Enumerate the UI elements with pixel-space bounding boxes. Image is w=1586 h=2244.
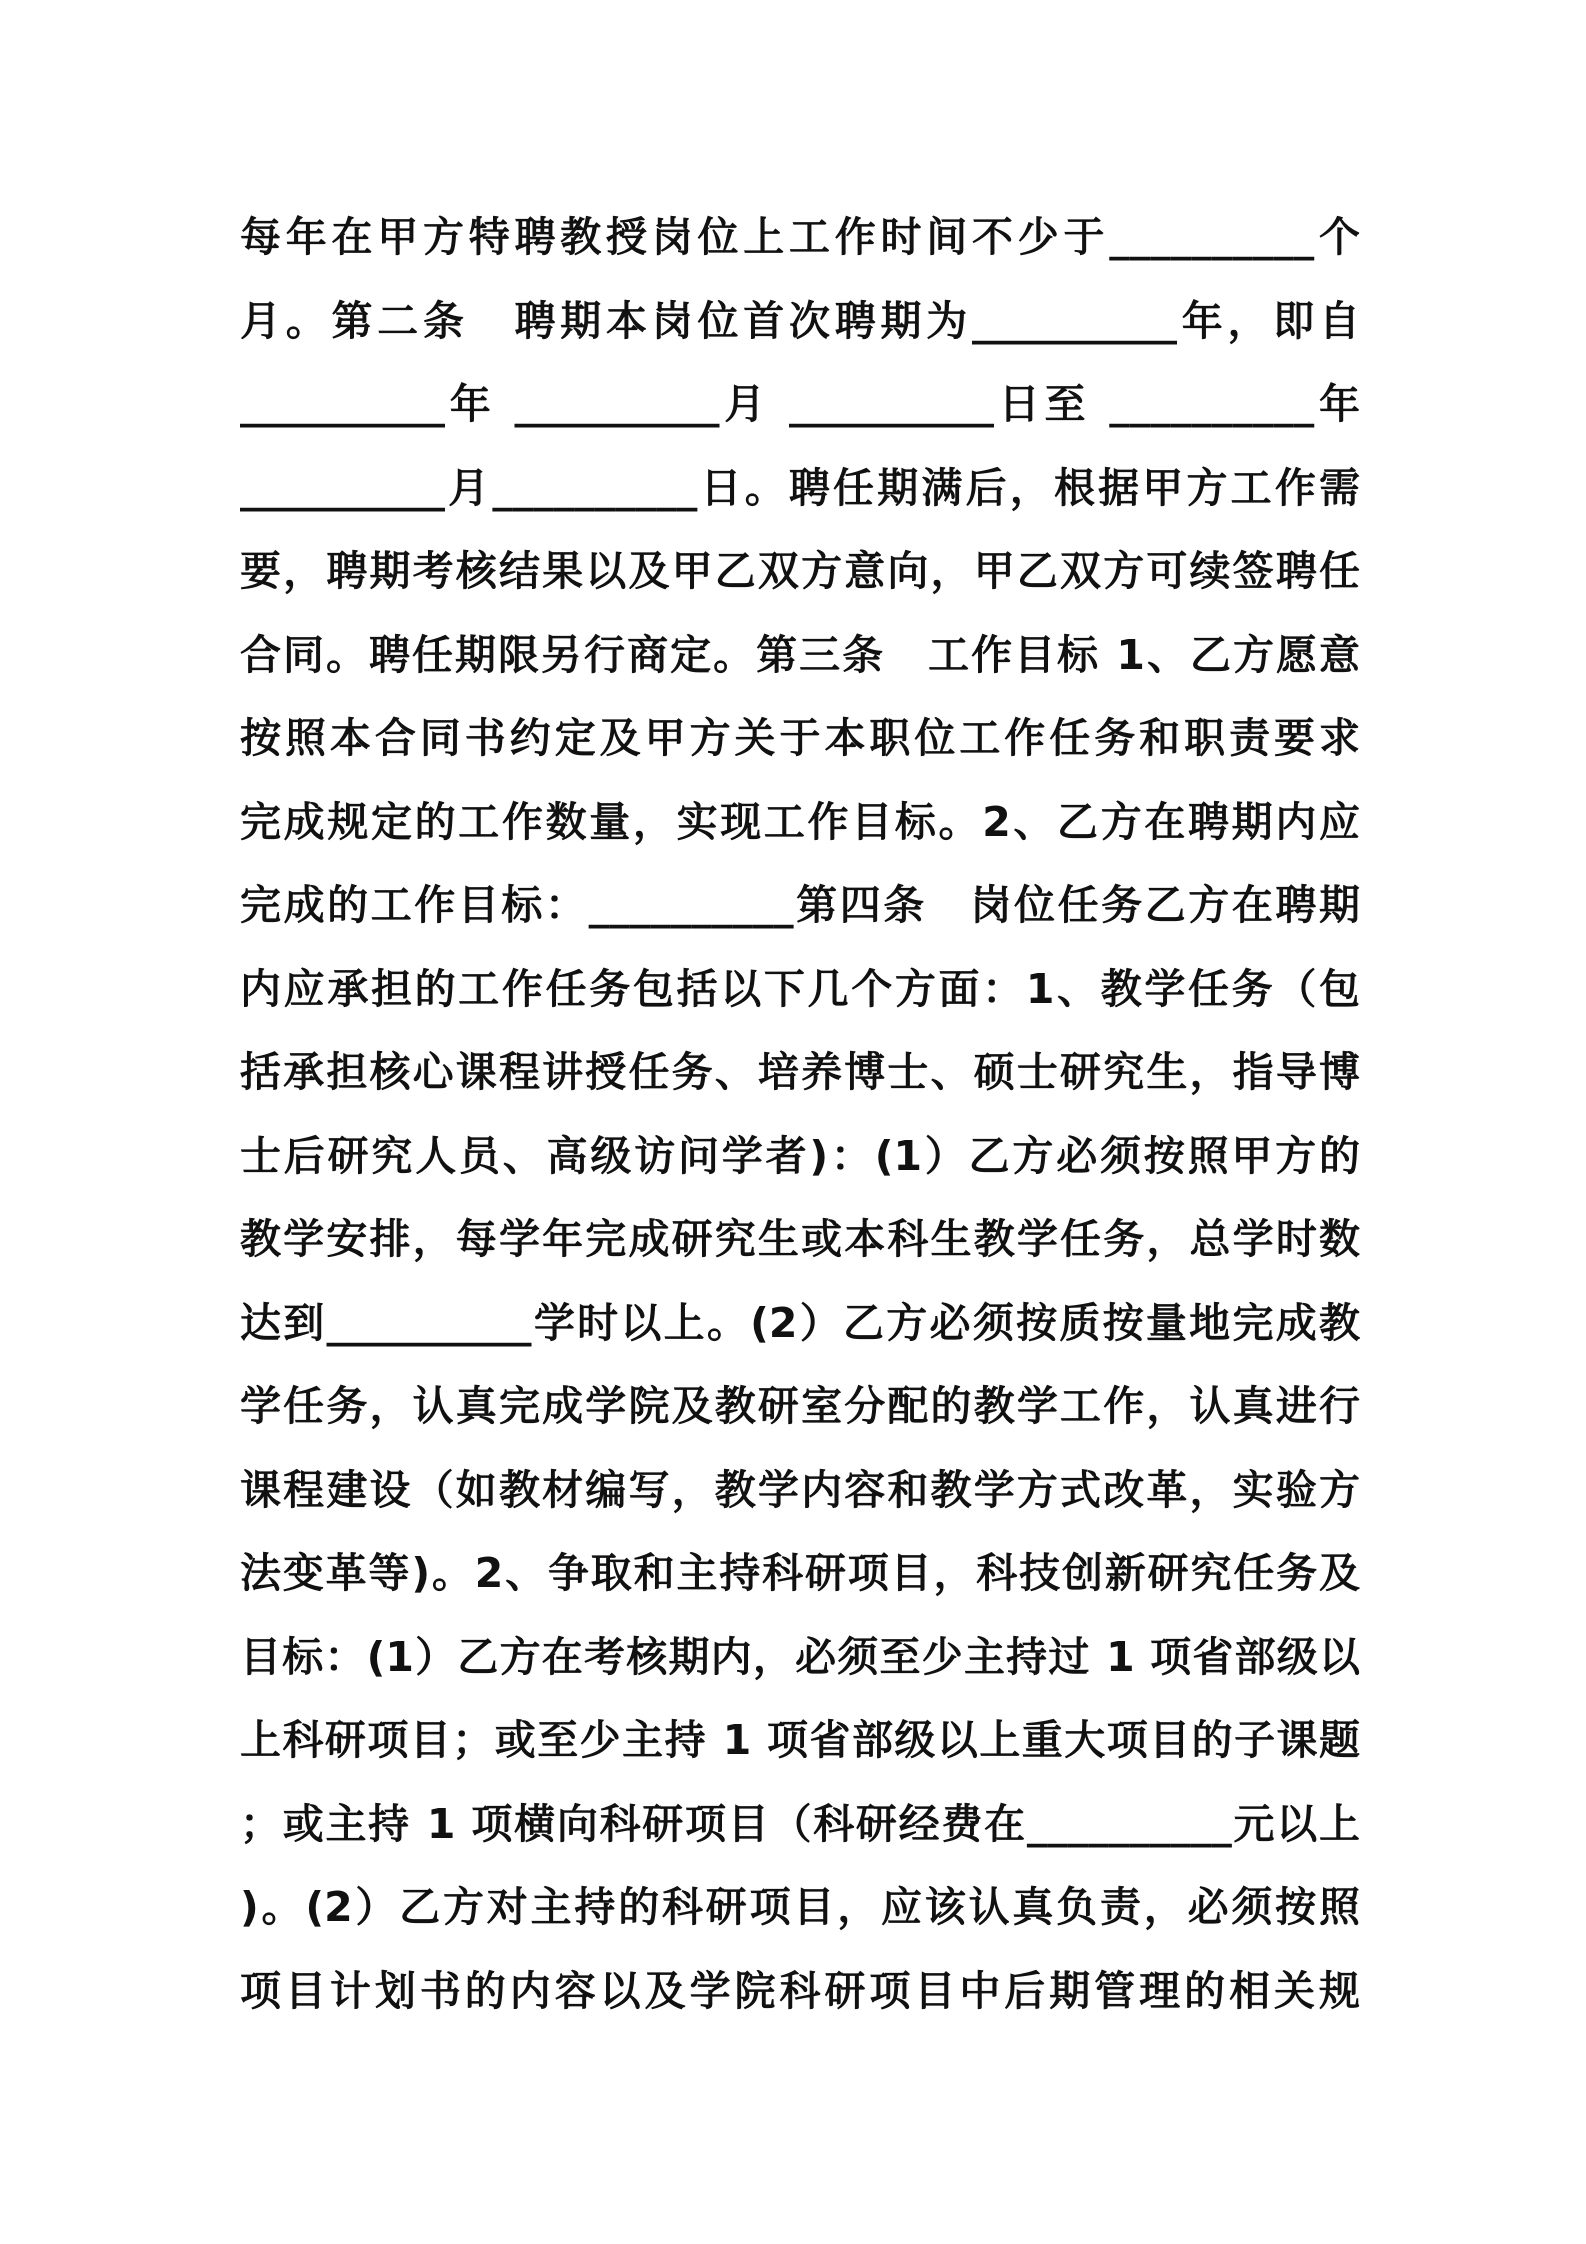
text-line: __________年 __________月 __________日至 __________年 (240, 380, 1360, 428)
text-line: 课程建设（如教材编写，教学内容和教学方式改革，实验方 (240, 1465, 1360, 1514)
contract-body-text (240, 196, 1360, 2033)
text-line: 完成规定的工作数量，实现工作目标。2、乙方在聘期内应 (240, 797, 1360, 846)
text-line: 月。第二条 聘期本岗位首次聘期为__________年，即自 (240, 296, 1360, 345)
text-line: 每年在甲方特聘教授岗位上工作时间不少于__________个 (240, 213, 1360, 261)
text-line: 按照本合同书约定及甲方关于本职位工作任务和职责要求 (240, 714, 1360, 762)
text-line: __________月__________日。聘任期满后，根据甲方工作需 (240, 463, 1360, 512)
text-line: 学任务，认真完成学院及教研室分配的教学工作，认真进行 (240, 1382, 1360, 1430)
text-line: ；或主持 1 项横向科研项目（科研经费在__________元以上 (240, 1799, 1360, 1848)
text-line: 达到__________学时以上。(2）乙方必须按质按量地完成教 (240, 1298, 1360, 1347)
text-line: 法变革等)。2、争取和主持科研项目，科技创新研究任务及 (240, 1549, 1360, 1597)
text-line: 括承担核心课程讲授任务、培养博士、硕士研究生，指导博 (240, 1048, 1360, 1096)
text-line: 目标：(1）乙方在考核期内，必须至少主持过 1 项省部级以 (240, 1632, 1360, 1681)
text-line: 合同。聘任期限另行商定。第三条 工作目标 1、乙方愿意 (240, 630, 1360, 679)
text-line: 士后研究人员、高级访问学者)：(1）乙方必须按照甲方的 (240, 1131, 1360, 1180)
text-line: 要，聘期考核结果以及甲乙双方意向，甲乙双方可续签聘任 (240, 547, 1360, 595)
text-line: 项目计划书的内容以及学院科研项目中后期管理的相关规 (240, 1966, 1360, 2015)
text-line: )。(2）乙方对主持的科研项目，应该认真负责，必须按照 (240, 1883, 1360, 1931)
text-line: 完成的工作目标：__________第四条 岗位任务乙方在聘期 (240, 881, 1360, 929)
text-line: 上科研项目；或至少主持 1 项省部级以上重大项目的子课题 (240, 1716, 1360, 1764)
text-line: 教学安排，每学年完成研究生或本科生教学任务，总学时数 (240, 1215, 1360, 1263)
text-line: 内应承担的工作任务包括以下几个方面：1、教学任务（包 (240, 964, 1360, 1013)
